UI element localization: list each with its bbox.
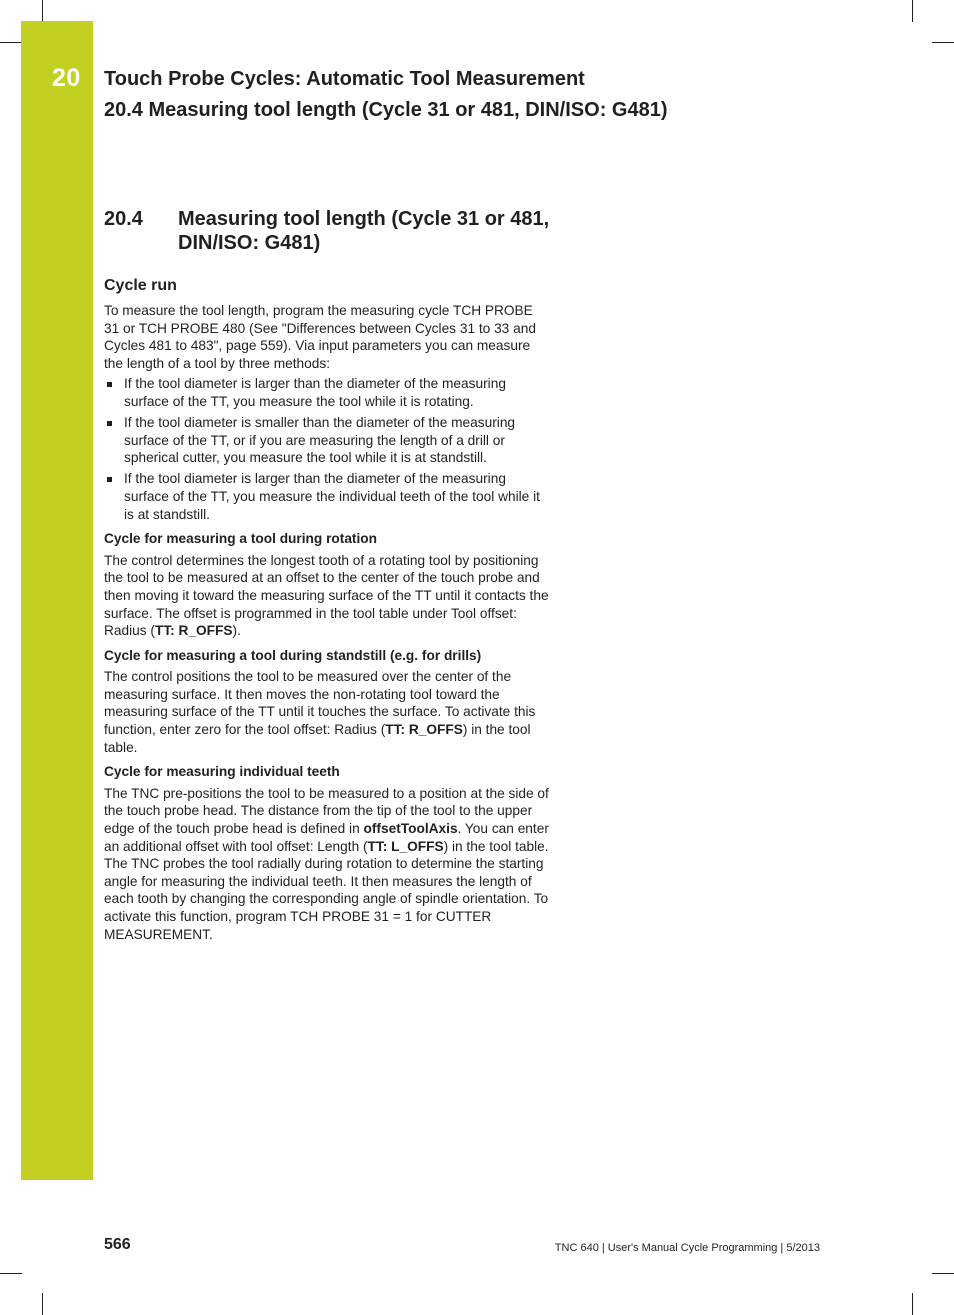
standstill-heading: Cycle for measuring a tool during standstill (e.g. for drills): [104, 647, 482, 663]
chapter-number: 20: [52, 64, 81, 92]
standstill-text: The control positions the tool to be measured over the center of the measuring surface. It then moves the non-rotating tool toward the measuring surface of the TT until it touches the surface. To activate this function, enter zero for the tool offset: Radius (TT: R_OFFS) in the tool table.: [104, 669, 536, 755]
crop-mark: [912, 0, 913, 22]
footer-text: TNC 640 | User's Manual Cycle Programming | 5/2013: [554, 1242, 820, 1254]
page-number: 566: [104, 1236, 131, 1253]
bullet-square-icon: [107, 382, 112, 387]
crop-mark: [932, 42, 954, 43]
method-list: [104, 375, 549, 523]
bullet-square-icon: [107, 421, 112, 426]
running-section-title: 20.4 Measuring tool length (Cycle 31 or 481, DIN/ISO: G481): [104, 99, 668, 121]
teeth-heading: Cycle for measuring individual teeth: [104, 764, 340, 780]
body-content: [104, 276, 549, 943]
rotation-heading: Cycle for measuring a tool during rotation: [104, 531, 378, 547]
param-code: TT: R_OFFS: [154, 623, 233, 639]
teeth-text: The TNC pre-positions the tool to be measured to a position at the side of the touch probe head. The distance from the tip of the tool to the upper edge of the touch probe head is defined in offsetToolAxis. You can enter an additional offset with tool offset: Length (TT: L_OFFS) in the tool table. The TNC probes the tool radially during rotation to determine the starting angle for measuring the individual teeth. It then measures the length of each tooth by changing the corresponding angle of spindle orientation. To activate this function, program TCH PROBE 31 = 1 for CUTTER MEASUREMENT.: [104, 785, 549, 942]
param-code: TT: R_OFFS: [385, 722, 463, 738]
crop-mark: [0, 42, 22, 43]
section-title: [178, 207, 549, 255]
cycle-run-intro: To measure the tool length, program the measuring cycle TCH PROBE 31 or TCH PROBE 480 (See "Differences between Cycles 31 to 33 and Cycles 481 to 483", page 559). Via input parameters you can measure the length of a tool by three methods:: [104, 303, 536, 371]
crop-mark: [42, 1293, 43, 1315]
cycle-run-heading: Cycle run: [104, 277, 177, 294]
crop-mark: [42, 0, 43, 22]
crop-mark: [932, 1273, 954, 1274]
list-item: If the tool diameter is smaller than the diameter of the measuring surface of the TT, or if you are measuring the length of a drill or spherical cutter, you measure the tool while it is at standstill.: [104, 414, 549, 467]
rotation-text: The control determines the longest tooth of a rotating tool by positioning the tool to be measured at an offset to the center of the touch probe and then moving it toward the measuring surface of the TT until it contacts the surface. The offset is programmed in the tool table under Tool offset: Radius (TT: R_OFFS).: [104, 552, 549, 639]
section-title-line1: Measuring tool length (Cycle 31 or 481,: [178, 208, 550, 230]
section-number: 20.4: [104, 208, 143, 230]
section-title-line2: DIN/ISO: G481): [178, 232, 321, 254]
running-chapter-title: Touch Probe Cycles: Automatic Tool Measurement: [104, 68, 585, 90]
list-item: If the tool diameter is larger than the diameter of the measuring surface of the TT, you measure the tool while it is rotating.: [104, 375, 549, 410]
param-code: offsetToolAxis: [363, 821, 458, 837]
crop-mark: [912, 1293, 913, 1315]
list-item: If the tool diameter is larger than the diameter of the measuring surface of the TT, you measure the individual teeth of the tool while it is at standstill.: [104, 470, 549, 523]
bullet-square-icon: [107, 477, 112, 482]
crop-mark: [0, 1273, 22, 1274]
param-code: TT: L_OFFS: [367, 838, 444, 854]
chapter-sidebar: [21, 21, 93, 1180]
